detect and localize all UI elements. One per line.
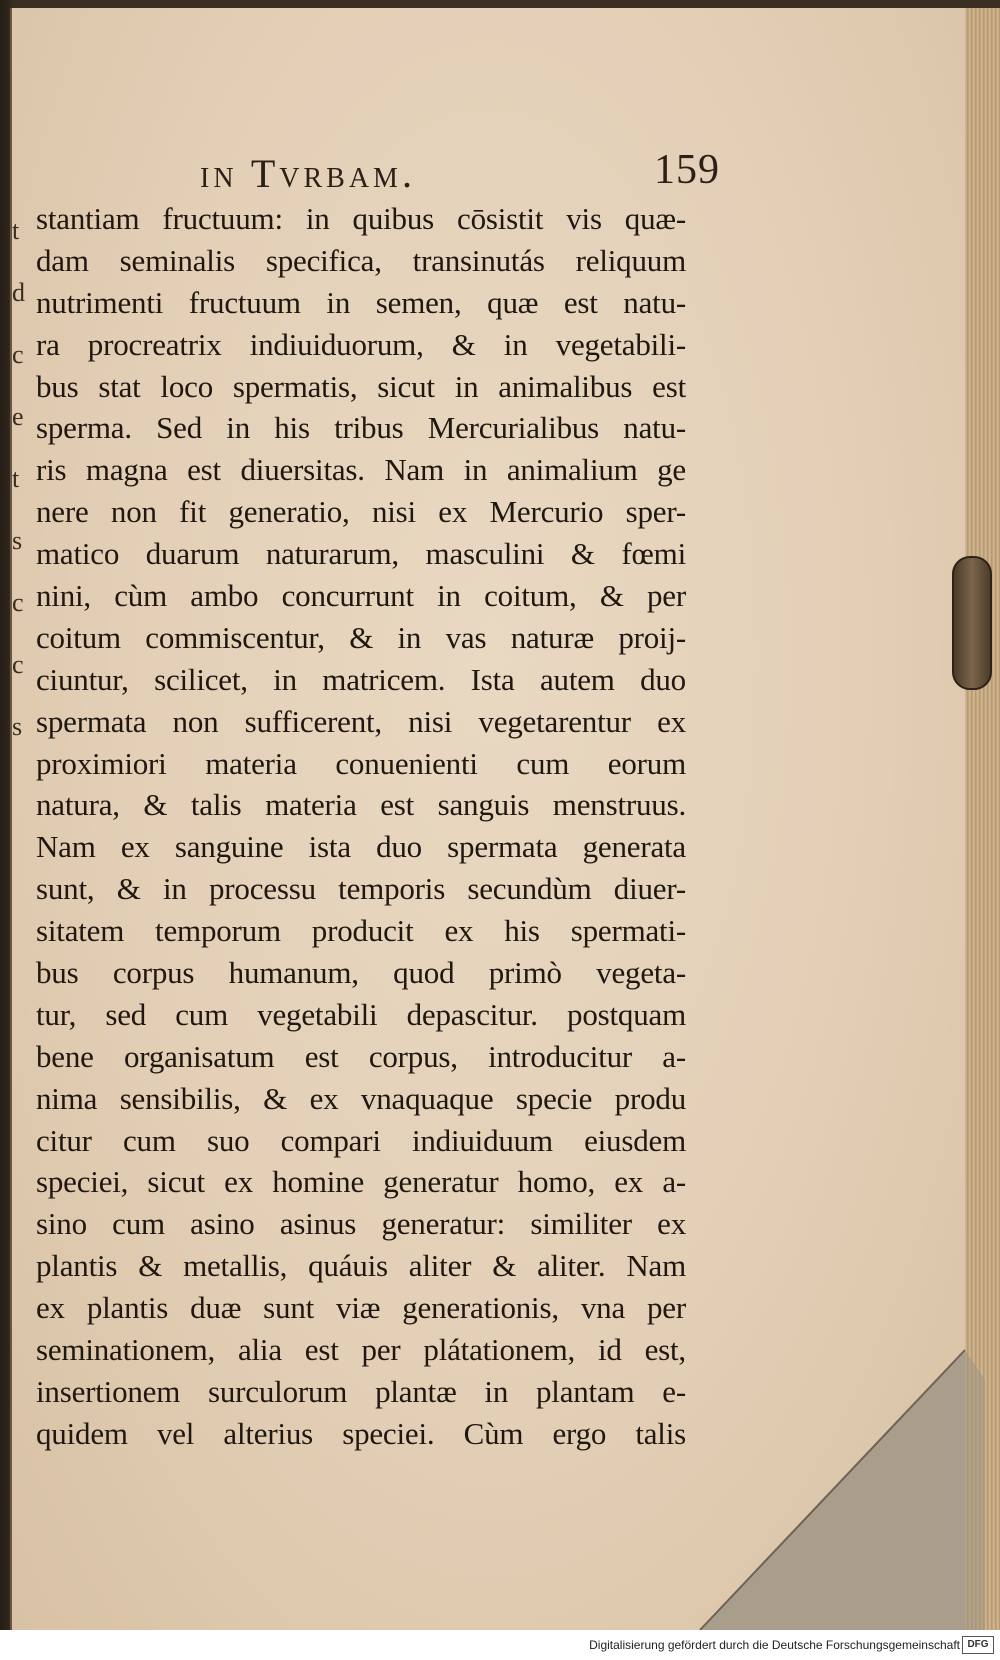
text-line: nere non fit generatio, nisi ex Mercurio sper-: [36, 494, 686, 530]
text-line: bene organisatum est corpus, introducitur a-: [36, 1038, 686, 1074]
text-line: tur, sed cum vegetabili depascitur. postquam: [36, 996, 686, 1032]
text-line: natura, & talis materia est sanguis menstruus.: [36, 787, 686, 823]
margin-mark: s: [12, 526, 23, 555]
book-clasp: [952, 556, 992, 690]
margin-mark: c: [12, 588, 24, 617]
text-line: spermata non sufficerent, nisi vegetarentur ex: [36, 703, 686, 739]
running-title: in Tvrbam.: [200, 151, 416, 196]
text-line: bus stat loco spermatis, sicut in animalibus est: [36, 368, 686, 404]
text-line: quidem vel alterius speciei. Cùm ergo talis: [36, 1415, 686, 1451]
text-line: stantiam fructuum: in quibus cōsistit vis quæ-: [36, 201, 686, 236]
margin-mark: t: [12, 464, 20, 493]
digitization-footer: [0, 1630, 1000, 1660]
margin-marks: [12, 200, 36, 758]
text-line: coitum commiscentur, & in vas naturæ proij-: [36, 619, 686, 655]
text-line: plantis & metallis, quáuis aliter & aliter. Nam: [36, 1248, 686, 1284]
text-line: nini, cùm ambo concurrunt in coitum, & per: [36, 578, 686, 614]
text-line: bus corpus humanum, quod primò vegeta-: [36, 955, 686, 991]
text-line: insertionem surculorum plantæ in plantam e-: [36, 1373, 686, 1409]
text-line: proximiori materia conuenienti cum eorum: [36, 745, 686, 781]
margin-mark: s: [12, 712, 23, 741]
text-line: ra procreatrix indiuiduorum, & in vegetabili-: [36, 326, 686, 362]
margin-mark: d: [12, 278, 25, 307]
text-line: dam seminalis specifica, transinutás reliquum: [36, 242, 686, 278]
text-line: sunt, & in processu temporis secundùm diuer-: [36, 871, 686, 907]
text-line: sino cum asino asinus generatur: similiter ex: [36, 1206, 686, 1242]
text-line: ex plantis duæ sunt viæ generationis, vna per: [36, 1290, 686, 1326]
funding-credit: Digitalisierung gefördert durch die Deutsche Forschungsgemeinschaft: [589, 1638, 960, 1652]
text-line: ris magna est diuersitas. Nam in animalium ge: [36, 452, 686, 488]
margin-mark: t: [12, 216, 20, 245]
text-line: speciei, sicut ex homine generatur homo, ex a-: [36, 1164, 686, 1200]
text-line: nima sensibilis, & ex vnaquaque specie produ: [36, 1080, 686, 1116]
text-line: nutrimenti fructuum in semen, quæ est natu-: [36, 284, 686, 320]
margin-mark: c: [12, 650, 24, 679]
text-line: ciuntur, scilicet, in matricem. Ista autem duo: [36, 661, 686, 697]
text-line: Nam ex sanguine ista duo spermata generata: [36, 829, 686, 865]
text-line: sperma. Sed in his tribus Mercurialibus natu-: [36, 410, 686, 446]
dfg-logo: DFG: [962, 1636, 994, 1654]
margin-mark: e: [12, 402, 24, 431]
margin-mark: c: [12, 340, 24, 369]
text-line: seminationem, alia est per plátationem, id est,: [36, 1332, 686, 1368]
body-text: [36, 198, 686, 1455]
page-edges: [965, 8, 1000, 1630]
text-line: citur cum suo compari indiuiduum eiusdem: [36, 1122, 686, 1158]
running-header: [200, 147, 720, 200]
text-line: sitatem temporum producit ex his spermati-: [36, 913, 686, 949]
text-line: matico duarum naturarum, masculini & fœmi: [36, 536, 686, 572]
page-number: 159: [654, 147, 720, 193]
